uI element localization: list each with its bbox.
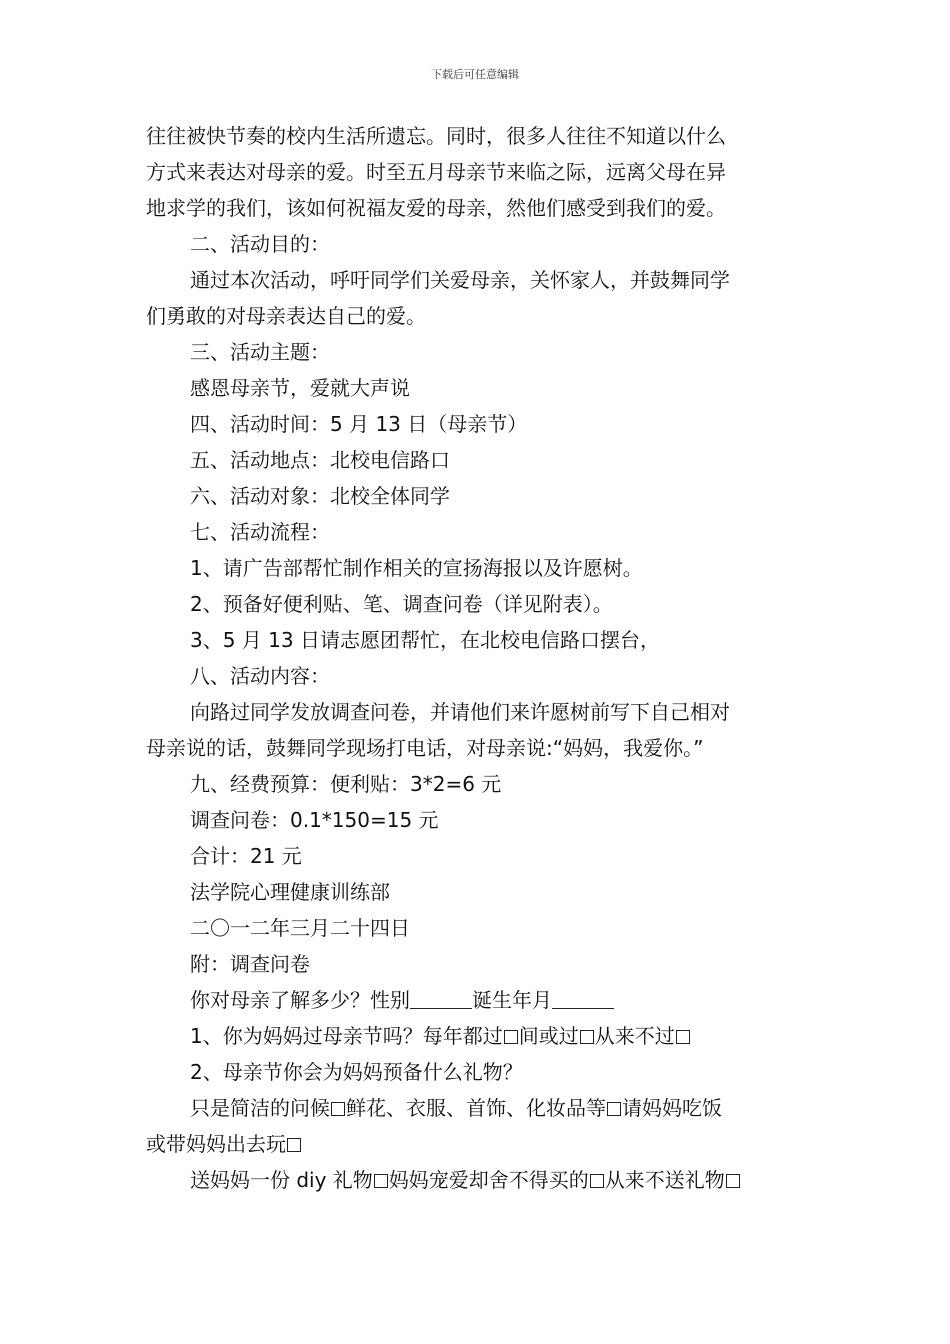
section-heading: 二、活动目的：	[190, 232, 330, 256]
checkbox[interactable]	[374, 1174, 388, 1188]
checkbox[interactable]	[607, 1102, 621, 1116]
paragraph-line: 调查问卷：0.1*150=15 元	[190, 808, 439, 832]
paragraph-line: 母亲说的话，鼓舞同学现场打电话，对母亲说:“妈妈，我爱你。”	[146, 736, 704, 760]
option-text: 间或过	[518, 1024, 579, 1048]
option-text: 鲜花、衣服、首饰、化妆品等	[346, 1096, 606, 1120]
option-text: 妈妈宠爱却舍不得买的	[388, 1168, 589, 1192]
checkbox[interactable]	[590, 1174, 604, 1188]
paragraph-line: 往往被快节奏的校内生活所遗忘。同时，很多人往往不知道以什么	[146, 124, 726, 148]
section-heading: 五、活动地点：北校电信路口	[190, 448, 450, 472]
section-heading: 六、活动对象：北校全体同学	[190, 484, 450, 508]
paragraph-line: 地求学的我们，该如何祝福友爱的母亲，然他们感受到我们的爱。	[146, 196, 726, 220]
page-header: 下载后可任意编辑	[431, 68, 519, 81]
organization-name: 法学院心理健康训练部	[190, 880, 390, 904]
checkbox[interactable]	[676, 1030, 690, 1044]
checkbox[interactable]	[580, 1030, 594, 1044]
option-text: 请妈妈吃饭	[622, 1096, 722, 1120]
gender-blank[interactable]	[410, 988, 472, 1009]
option-text: 送妈妈一份 diy 礼物	[190, 1168, 373, 1192]
survey-question	[146, 1018, 810, 1054]
paragraph-line: 通过本次活动，呼吁同学们关爱母亲，关怀家人，并鼓舞同学	[190, 268, 730, 292]
option-text: 或带妈妈出去玩	[146, 1132, 286, 1156]
list-item: 3、5 月 13 日请志愿团帮忙，在北校电信路口摆台，	[190, 628, 660, 652]
question-text: 你对母亲了解多少？性别	[190, 988, 410, 1012]
section-heading: 九、经费预算：便利贴：3*2=6 元	[190, 772, 502, 796]
paragraph-line: 向路过同学发放调查问卷，并请他们来许愿树前写下自己相对	[190, 700, 730, 724]
checkbox[interactable]	[504, 1030, 518, 1044]
birth-date-blank[interactable]	[552, 988, 614, 1009]
list-item: 1、请广告部帮忙制作相关的宣扬海报以及许愿树。	[190, 556, 643, 580]
option-text: 从来不过	[594, 1024, 675, 1048]
option-text: 从来不送礼物	[604, 1168, 725, 1192]
survey-question	[146, 982, 810, 1018]
list-item: 2、预备好便利贴、笔、调查问卷（详见附表）。	[190, 592, 613, 616]
document-date: 二〇一二年三月二十四日	[190, 916, 410, 940]
question-text: 1、你为妈妈过母亲节吗？每年都过	[190, 1024, 503, 1048]
paragraph-line: 感恩母亲节，爱就大声说	[190, 376, 410, 400]
option-text: 只是简洁的问候	[190, 1096, 330, 1120]
survey-options	[146, 1162, 810, 1198]
appendix-title: 附：调查问卷	[190, 952, 310, 976]
document-body	[146, 118, 810, 1198]
checkbox[interactable]	[287, 1138, 301, 1152]
section-heading: 三、活动主题：	[190, 340, 330, 364]
question-text: 诞生年月	[472, 988, 552, 1012]
survey-options	[146, 1090, 810, 1126]
paragraph-line: 们勇敢的对母亲表达自己的爱。	[146, 304, 426, 328]
paragraph-line: 合计：21 元	[190, 844, 302, 868]
checkbox[interactable]	[726, 1174, 740, 1188]
section-heading: 四、活动时间：5 月 13 日（母亲节）	[190, 412, 528, 436]
survey-question: 2、母亲节你会为妈妈预备什么礼物？	[190, 1060, 523, 1084]
survey-options	[146, 1126, 810, 1162]
checkbox[interactable]	[331, 1102, 345, 1116]
section-heading: 七、活动流程：	[190, 520, 330, 544]
paragraph-line: 方式来表达对母亲的爱。时至五月母亲节来临之际，远离父母在异	[146, 160, 726, 184]
section-heading: 八、活动内容：	[190, 664, 330, 688]
